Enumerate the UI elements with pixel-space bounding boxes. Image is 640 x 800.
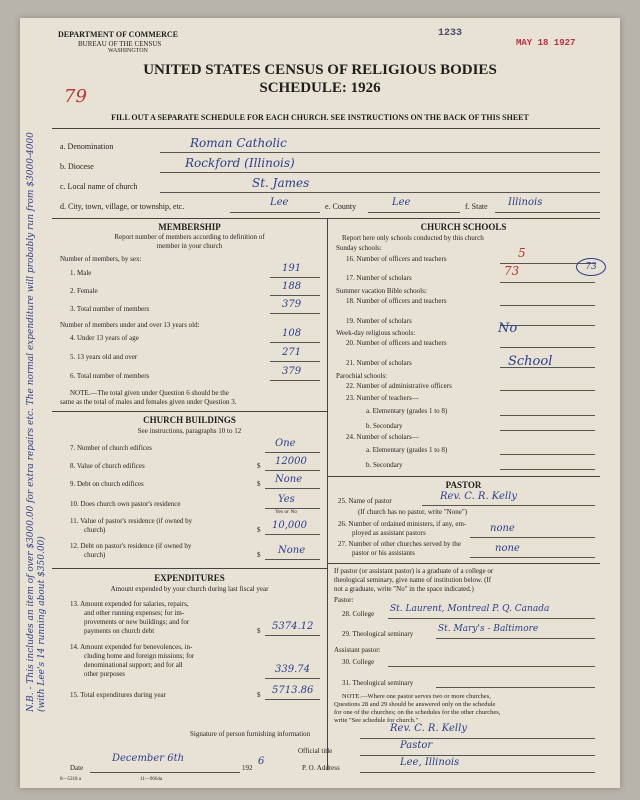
handwritten-sheet-number: 79: [64, 86, 87, 107]
q11-dollar: $: [257, 526, 261, 534]
q18-line: [500, 305, 595, 306]
state-label: f. State: [465, 202, 488, 211]
q9-label: 9. Debt on church edifices: [70, 480, 144, 488]
state-value: Illinois: [508, 197, 543, 208]
sunday-schools-label: Sunday schools:: [336, 244, 382, 252]
q23b-line: [500, 430, 595, 431]
q5-value: 271: [282, 347, 302, 358]
diocese-value: Rockford (Illinois): [185, 156, 295, 170]
pastor-note-1: NOTE.—Where one pastor serves two or more churches,: [342, 693, 491, 700]
q8-value: 12000: [275, 456, 307, 467]
circled-total: 73: [576, 258, 606, 276]
q10-value: Yes: [278, 494, 295, 505]
summer-schools-label: Summer vacation Bible schools:: [336, 287, 427, 295]
date-label: Date: [70, 764, 84, 772]
q8-label: 8. Value of church edifices: [70, 462, 145, 470]
state-line: [495, 212, 600, 213]
q17-value: 73: [504, 264, 520, 278]
q7-line: [265, 452, 320, 453]
q4-line: [270, 342, 320, 343]
q16-label: 16. Number of officers and teachers: [346, 255, 447, 263]
pastor-sub-label: Pastor:: [334, 596, 354, 604]
q24a-line: [500, 454, 595, 455]
q15-line: [265, 699, 320, 700]
denomination-value: Roman Catholic: [190, 136, 287, 150]
school-note: School: [508, 354, 553, 369]
column-divider: [327, 218, 328, 770]
q12-dollar: $: [257, 551, 261, 559]
q24b-label: b. Secondary: [366, 461, 403, 469]
q14-label-4: other purposes: [84, 670, 126, 678]
q28-label: 28. College: [342, 610, 375, 618]
q15-value: 5713.86: [272, 685, 314, 696]
q1-line: [270, 277, 320, 278]
q9-value: None: [275, 474, 303, 485]
q13-line: [265, 635, 320, 636]
membership-note-1: NOTE.—The total given under Question 6 should be the: [70, 389, 229, 397]
schools-instructions: Report here only schools conducted by this church: [342, 234, 484, 242]
q30-label: 30. College: [342, 658, 375, 666]
q14-label: 14. Amount expended for benevolences, in-: [70, 643, 193, 651]
q24-label: 24. Number of scholars—: [346, 433, 419, 441]
membership-note-2: same as the total of males and females given under Question 3.: [60, 398, 237, 406]
q17-label: 17. Number of scholars: [346, 274, 412, 282]
pastor-name-value: Rev. C. R. Kelly: [440, 491, 517, 502]
church-name-line: [160, 192, 600, 193]
diocese-label: b. Diocese: [60, 162, 94, 171]
graduate-instructions-2: theological seminary, give name of institution below. (If: [334, 576, 492, 584]
q23b-label: b. Secondary: [366, 422, 403, 430]
expenditures-heading: EXPENDITURES: [154, 573, 225, 583]
q16-value: 5: [518, 246, 526, 260]
q1-value: 191: [282, 263, 302, 274]
q3-value: 379: [282, 299, 302, 310]
q13-value: 5374.12: [272, 621, 314, 632]
membership-heading: MEMBERSHIP: [158, 222, 221, 232]
church-name-value: St. James: [252, 176, 310, 190]
section-divider: [52, 218, 600, 219]
q31-line: [436, 687, 595, 688]
q17-line: [500, 282, 595, 283]
graduate-instructions-1: If pastor (or assistant pastor) is a graduate of a college or: [334, 567, 494, 575]
q14-value: 339.74: [275, 664, 310, 675]
q29-label: 29. Theological seminary: [342, 630, 414, 638]
header-divider: [52, 128, 600, 129]
official-title-value: Pastor: [400, 740, 433, 751]
q13-label-3: provements or new buildings; and for: [84, 618, 190, 626]
parochial-schools-label: Parochial schools:: [336, 372, 388, 380]
q30-line: [388, 666, 595, 667]
form-number: 8—5318 a: [60, 777, 81, 782]
q29-line: [436, 638, 595, 639]
q8-dollar: $: [257, 462, 261, 470]
q8-line: [265, 470, 320, 471]
q5-label: 5. 13 years old and over: [70, 353, 138, 361]
q26-label: 26. Number of ordained ministers, if any, em-: [338, 520, 467, 528]
q10-label: 10. Does church own pastor's residence: [70, 500, 181, 508]
q24a-label: a. Elementary (grades 1 to 8): [366, 446, 448, 454]
signature-label: Signature of person furnishing information: [190, 730, 311, 738]
buildings-instructions: See instructions, paragraphs 10 to 12: [137, 427, 242, 435]
q12-label: 12. Debt on pastor's residence (if owned by: [70, 542, 192, 550]
yes-no-hint: Yes or No: [275, 509, 298, 515]
q11-label: 11. Value of pastor's residence (if owned by: [70, 517, 193, 525]
assistant-pastors-value: none: [490, 523, 515, 534]
seminary-value: St. Mary's - Baltimore: [438, 624, 539, 634]
q27-label-cont: pastor or his assistants: [352, 549, 415, 557]
membership-instructions-2: member in your church: [156, 242, 223, 250]
q14-line: [265, 678, 320, 679]
q6-value: 379: [282, 366, 302, 377]
no-schools-note: No: [498, 321, 518, 336]
q4-label: 4. Under 13 years of age: [70, 334, 139, 342]
q26-label-cont: ployed as assistant pastors: [352, 529, 426, 537]
q9-line: [265, 488, 320, 489]
q21-label: 21. Number of scholars: [346, 359, 412, 367]
denomination-label: a. Denomination: [60, 142, 114, 151]
q13-label-2: and other running expenses; for im-: [84, 609, 185, 617]
membership-instructions-1: Report number of members according to definition of: [114, 233, 265, 241]
members-by-sex-label: Number of members, by sex:: [60, 255, 142, 263]
q6-line: [270, 380, 320, 381]
q25-hint: (If church has no pastor, write "None"): [358, 508, 468, 516]
q11-value: 10,000: [272, 520, 307, 531]
date-value: December 6th: [112, 753, 185, 764]
year-value: 6: [258, 756, 265, 767]
q26-line: [470, 537, 595, 538]
q12-label-cont: church): [84, 551, 106, 559]
q6-label: 6. Total number of members: [70, 372, 150, 380]
college-value: St. Laurent, Montreal P. Q. Canada: [390, 604, 550, 614]
bureau-city: WASHINGTON: [108, 48, 148, 54]
q13-label-4: payments on church debt: [84, 627, 155, 635]
pastor-note-2: Questions 28 and 29 should be answered only on the schedule: [334, 701, 496, 708]
graduate-instructions-3: not a graduate, write "No" in the space indicated.): [334, 585, 474, 593]
year-prefix: 192: [242, 764, 253, 772]
spacer: [52, 708, 600, 709]
signature-value: Rev. C. R. Kelly: [390, 723, 467, 734]
q2-value: 188: [282, 281, 302, 292]
city-line: [230, 212, 320, 213]
q1-label: 1. Male: [70, 269, 92, 277]
city-value: Lee: [270, 197, 289, 208]
q12-line: [265, 559, 320, 560]
other-churches-value: none: [495, 543, 520, 554]
q27-line: [470, 557, 595, 558]
county-value: Lee: [392, 197, 411, 208]
q11-line: [265, 534, 320, 535]
q18-label: 18. Number of officers and teachers: [346, 297, 447, 305]
q23a-line: [500, 415, 595, 416]
q23-label: 23. Number of teachers—: [346, 394, 419, 402]
buildings-heading: CHURCH BUILDINGS: [143, 415, 236, 425]
margin-annotation: N.B. - This includes an item of over $3000.00 for extra repairs etc. The normal expenditure will probably run from $3000-4000 (with Lee's 14 running about $350.00): [26, 132, 47, 712]
q12-value: None: [278, 545, 306, 556]
membership-divider: [52, 411, 327, 412]
weekday-schools-label: Week-day religious schools:: [336, 329, 416, 337]
q9-dollar: $: [257, 480, 261, 488]
q24b-line: [500, 469, 595, 470]
pastor-note-4: write "See schedule for church.": [334, 717, 419, 724]
schools-heading: CHURCH SCHOOLS: [420, 222, 507, 232]
q27-label: 27. Number of other churches served by the: [338, 540, 461, 548]
department-name: DEPARTMENT OF COMMERCE: [58, 30, 179, 39]
q15-label: 15. Total expenditures during year: [70, 691, 166, 699]
q25-line: [422, 505, 595, 506]
serial-number: 1233: [438, 28, 463, 39]
q13-label: 13. Amount expended for salaries, repairs,: [70, 600, 189, 608]
denomination-line: [160, 152, 600, 153]
q7-value: One: [275, 438, 296, 449]
official-title-label: Official title: [298, 747, 333, 755]
q3-line: [270, 313, 320, 314]
schools-divider: [327, 476, 600, 477]
q5-line: [270, 361, 320, 362]
form-title: UNITED STATES CENSUS OF RELIGIOUS BODIES: [143, 62, 497, 78]
bureau-name: BUREAU OF THE CENSUS: [78, 40, 162, 48]
form-instructions: FILL OUT A SEPARATE SCHEDULE FOR EACH CHURCH. SEE INSTRUCTIONS ON THE BACK OF THIS SHEET: [111, 113, 529, 122]
q7-label: 7. Number of church edifices: [70, 444, 152, 452]
church-name-label: c. Local name of church: [60, 182, 138, 191]
official-title-line: [360, 755, 595, 756]
q23a-label: a. Elementary (grades 1 to 8): [366, 407, 448, 415]
expenditures-instructions: Amount expended by your church during last fiscal year: [110, 585, 269, 593]
address-label: P. O. Address: [302, 764, 340, 772]
pastor-heading: PASTOR: [445, 480, 482, 490]
q25-label: 25. Name of pastor: [338, 497, 392, 505]
census-schedule-form: [20, 18, 620, 788]
q2-label: 2. Female: [70, 287, 98, 295]
print-number: 11—9664a: [140, 777, 163, 782]
diocese-line: [160, 172, 600, 173]
signature-line: [360, 738, 595, 739]
q20-label: 20. Number of officers and teachers: [346, 339, 447, 347]
q15-dollar: $: [257, 691, 261, 699]
members-by-age-label: Number of members under and over 13 years old:: [60, 321, 200, 329]
buildings-divider: [52, 568, 327, 569]
q2-line: [270, 295, 320, 296]
q14-label-2: cluding home and foreign missions; for: [84, 652, 195, 660]
pastor-note-3: for one of the churches; on the schedules for the other churches,: [334, 709, 501, 716]
q14-label-3: denominational support; and for all: [84, 661, 183, 669]
q13-dollar: $: [257, 627, 261, 635]
assistant-pastor-label: Assistant pastor:: [334, 646, 381, 654]
address-line: [360, 772, 595, 773]
date-line: [90, 772, 240, 773]
form-subtitle: SCHEDULE: 1926: [259, 80, 381, 96]
q11-label-cont: church): [84, 526, 106, 534]
city-label: d. City, town, village, or township, etc.: [60, 202, 185, 211]
county-line: [368, 212, 460, 213]
q28-line: [388, 618, 595, 619]
q19-label: 19. Number of scholars: [346, 317, 412, 325]
q4-value: 108: [282, 328, 302, 339]
q31-label: 31. Theological seminary: [342, 679, 414, 687]
pastor-divider: [327, 563, 600, 564]
q22-label: 22. Number of administrative officers: [346, 382, 452, 390]
address-value: Lee, Illinois: [400, 757, 460, 768]
received-date-stamp: MAY 18 1927: [516, 38, 576, 48]
q3-label: 3. Total number of members: [70, 305, 150, 313]
q22-line: [500, 390, 595, 391]
county-label: e. County: [325, 202, 357, 211]
q20-line: [500, 347, 595, 348]
